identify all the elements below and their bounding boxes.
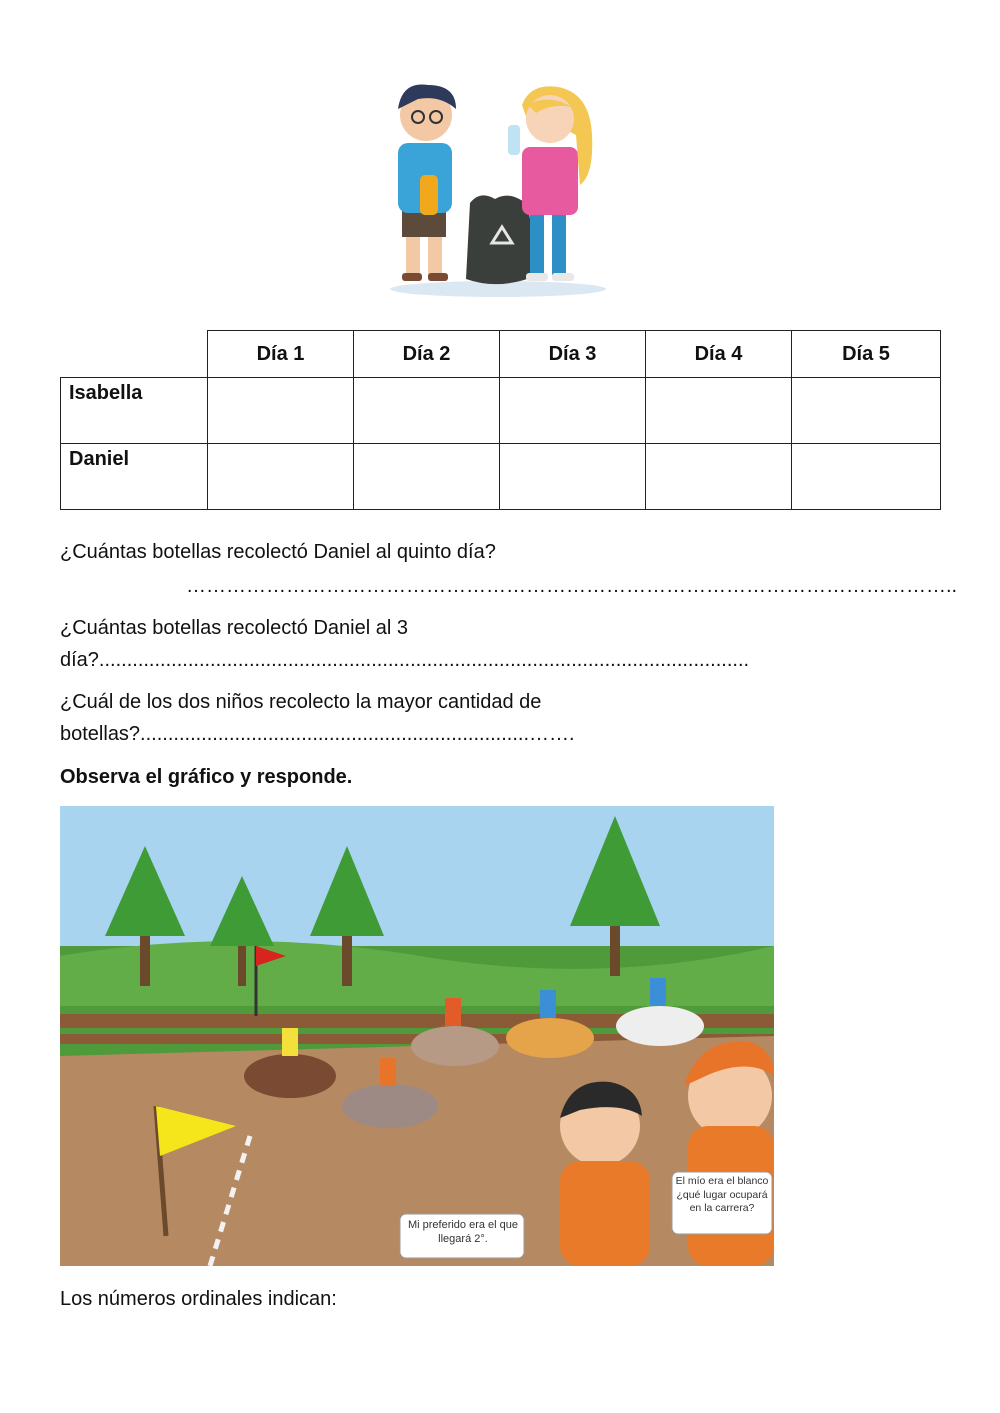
table-header-day-2: Día 2 [354, 331, 500, 378]
row-label-daniel: Daniel [61, 444, 208, 510]
footer-text: Los números ordinales indican: [60, 1288, 337, 1310]
horse-race-scene [60, 806, 774, 1266]
question-3: ¿Cuál de los dos niños recolecto la mayor cantidad de [60, 691, 542, 713]
table-header-day-5: Día 5 [792, 331, 941, 378]
table-row [61, 378, 941, 444]
answer-line-3[interactable]: botellas?......................................................................……. [60, 723, 575, 745]
table-cell[interactable] [208, 378, 354, 444]
table-header-day-1: Día 1 [208, 331, 354, 378]
horse-race-illustration [60, 806, 774, 1266]
row-label-isabella: Isabella [61, 378, 208, 444]
table-header-day-4: Día 4 [646, 331, 792, 378]
table-cell[interactable] [646, 444, 792, 510]
answer-line-2[interactable]: día?..................................................................................................................... [60, 649, 750, 671]
table-cell[interactable] [208, 444, 354, 510]
table-cell[interactable] [792, 378, 941, 444]
table-header-row [61, 331, 941, 378]
table-cell[interactable] [354, 444, 500, 510]
table-cell[interactable] [792, 444, 941, 510]
kids-recycling-illustration [380, 75, 620, 300]
answer-line-1[interactable]: …………………………………………………………………………………………………….. [186, 575, 958, 597]
speech-bubble-left-text: Mi preferido era el que llegará 2°. [407, 1219, 519, 1245]
boy-foreground [560, 1082, 650, 1266]
question-1: ¿Cuántas botellas recolectó Daniel al quinto día? [60, 541, 496, 563]
table-cell[interactable] [354, 378, 500, 444]
section-heading: Observa el gráfico y responde. [60, 766, 353, 788]
table-cell[interactable] [646, 378, 792, 444]
boy-figure [398, 85, 456, 282]
table-row [61, 444, 941, 510]
table-header-day-3: Día 3 [500, 331, 646, 378]
table-cell[interactable] [500, 378, 646, 444]
question-2: ¿Cuántas botellas recolectó Daniel al 3 [60, 617, 408, 639]
table-cell[interactable] [500, 444, 646, 510]
bottles-table [60, 330, 941, 510]
table-corner-cell [61, 331, 208, 378]
speech-bubble-right-text: El mío era el blanco ¿qué lugar ocupará en la carrera? [675, 1175, 769, 1214]
